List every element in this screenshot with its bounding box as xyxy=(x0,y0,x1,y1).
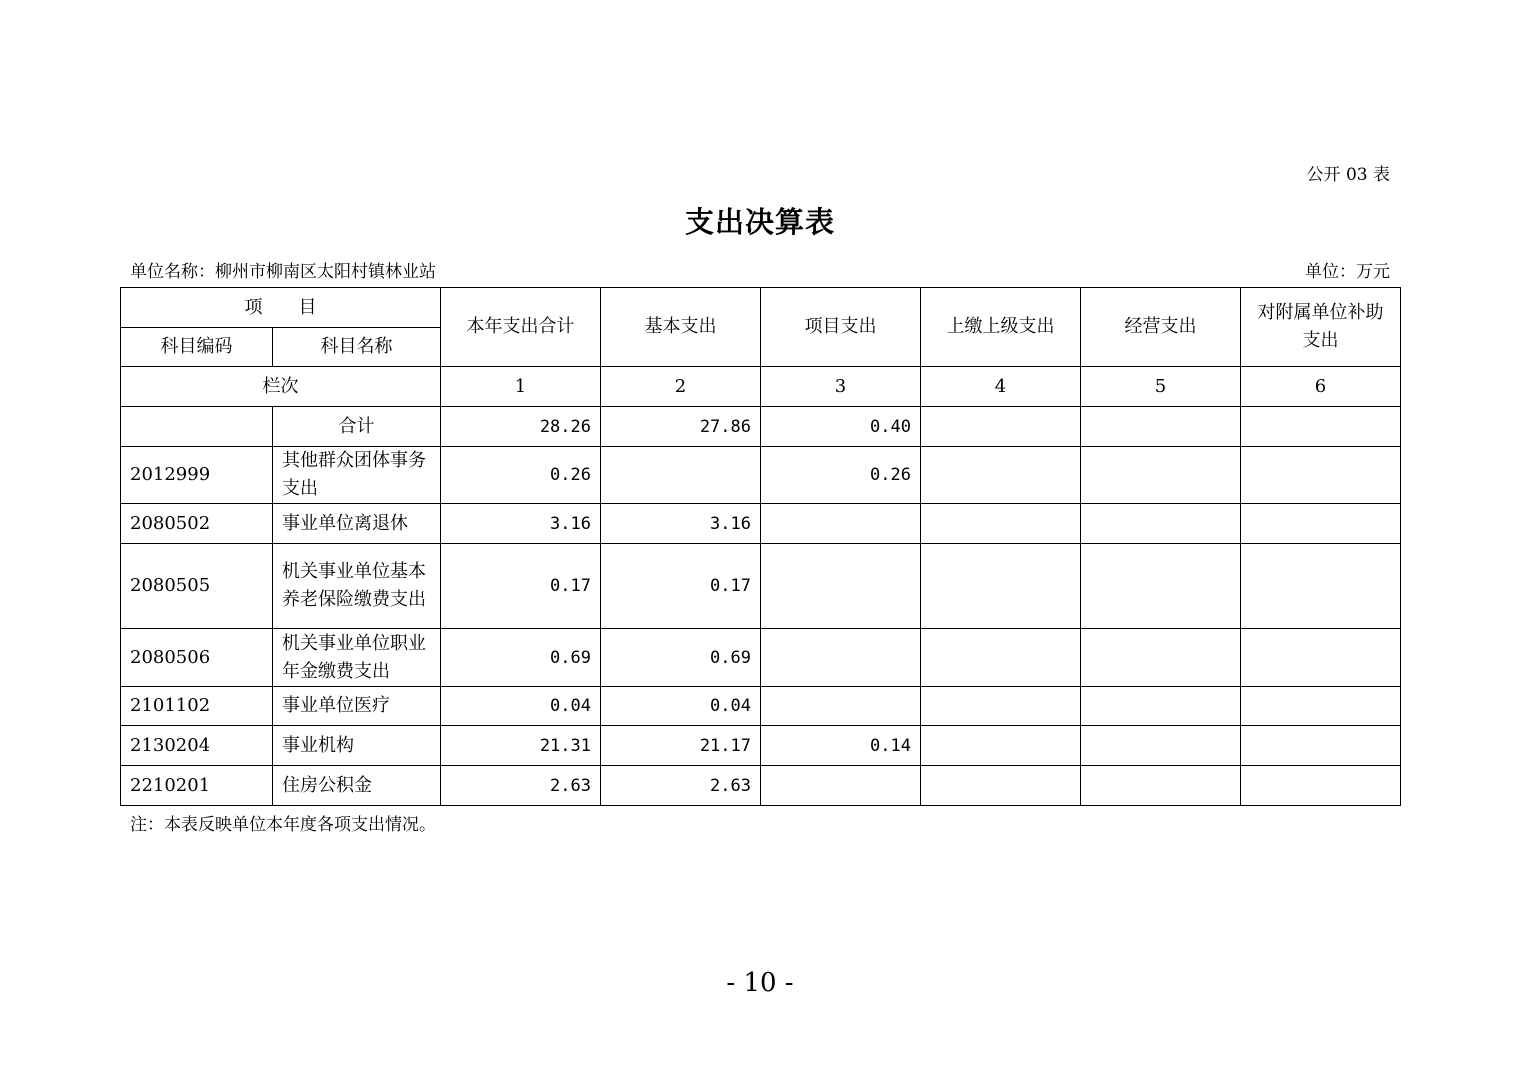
table-row xyxy=(121,766,1401,806)
header-col3: 项目支出 xyxy=(761,288,921,367)
total-col4 xyxy=(921,407,1081,447)
page-number: - 10 - xyxy=(726,968,794,998)
header-col1: 本年支出合计 xyxy=(441,288,601,367)
subject-code: 2210201 xyxy=(121,766,273,806)
cell-col4 xyxy=(921,544,1081,629)
subject-name: 事业单位离退休 xyxy=(273,504,441,544)
cell-col5 xyxy=(1081,504,1241,544)
cell-col5 xyxy=(1081,544,1241,629)
unit-label: 单位：万元 xyxy=(1305,262,1390,282)
cell-col3: 0.26 xyxy=(761,447,921,504)
cell-col6 xyxy=(1241,726,1401,766)
cell-col5 xyxy=(1081,726,1241,766)
subject-code: 2130204 xyxy=(121,726,273,766)
header-subject-code: 科目编码 xyxy=(121,328,273,367)
header-col5: 经营支出 xyxy=(1081,288,1241,367)
cell-col4 xyxy=(921,766,1081,806)
cell-col6 xyxy=(1241,544,1401,629)
cell-col2: 0.69 xyxy=(601,629,761,687)
cell-col5 xyxy=(1081,687,1241,726)
cell-col2: 3.16 xyxy=(601,504,761,544)
row-number-1: 1 xyxy=(441,367,601,407)
cell-col3 xyxy=(761,504,921,544)
cell-col2 xyxy=(601,447,761,504)
cell-col1: 0.17 xyxy=(441,544,601,629)
header-item: 项 目 xyxy=(121,288,441,328)
row-number-3: 3 xyxy=(761,367,921,407)
table-row xyxy=(121,687,1401,726)
cell-col4 xyxy=(921,687,1081,726)
subject-name: 事业机构 xyxy=(273,726,441,766)
expenditure-table xyxy=(120,287,1401,806)
table-row xyxy=(121,726,1401,766)
cell-col4 xyxy=(921,629,1081,687)
cell-col2: 2.63 xyxy=(601,766,761,806)
cell-col6 xyxy=(1241,687,1401,726)
total-col5 xyxy=(1081,407,1241,447)
cell-col3: 0.14 xyxy=(761,726,921,766)
row-number-2: 2 xyxy=(601,367,761,407)
total-code xyxy=(121,407,273,447)
subject-code: 2012999 xyxy=(121,447,273,504)
header-subject-name: 科目名称 xyxy=(273,328,441,367)
cell-col5 xyxy=(1081,766,1241,806)
subject-code: 2080505 xyxy=(121,544,273,629)
table-row xyxy=(121,504,1401,544)
cell-col5 xyxy=(1081,629,1241,687)
cell-col3 xyxy=(761,629,921,687)
total-col2: 27.86 xyxy=(601,407,761,447)
cell-col1: 0.04 xyxy=(441,687,601,726)
total-row xyxy=(121,407,1401,447)
cell-col6 xyxy=(1241,447,1401,504)
total-col3: 0.40 xyxy=(761,407,921,447)
table-row xyxy=(121,447,1401,504)
subject-name: 住房公积金 xyxy=(273,766,441,806)
cell-col3 xyxy=(761,544,921,629)
header-col2: 基本支出 xyxy=(601,288,761,367)
form-number: 公开 03 表 xyxy=(1306,165,1390,185)
org-name: 单位名称：柳州市柳南区太阳村镇林业站 xyxy=(130,262,436,282)
row-number-6: 6 xyxy=(1241,367,1401,407)
cell-col4 xyxy=(921,447,1081,504)
cell-col2: 21.17 xyxy=(601,726,761,766)
cell-col2: 0.04 xyxy=(601,687,761,726)
table-row xyxy=(121,629,1401,687)
cell-col4 xyxy=(921,504,1081,544)
cell-col1: 3.16 xyxy=(441,504,601,544)
row-number-4: 4 xyxy=(921,367,1081,407)
cell-col6 xyxy=(1241,504,1401,544)
cell-col1: 0.69 xyxy=(441,629,601,687)
cell-col5 xyxy=(1081,447,1241,504)
cell-col3 xyxy=(761,766,921,806)
header-col6: 对附属单位补助支出 xyxy=(1241,288,1401,367)
subject-code: 2080502 xyxy=(121,504,273,544)
total-col1: 28.26 xyxy=(441,407,601,447)
subject-code: 2101102 xyxy=(121,687,273,726)
row-number-5: 5 xyxy=(1081,367,1241,407)
cell-col6 xyxy=(1241,629,1401,687)
cell-col2: 0.17 xyxy=(601,544,761,629)
cell-col1: 21.31 xyxy=(441,726,601,766)
page-title: 支出决算表 xyxy=(684,205,835,239)
row-number-label: 栏次 xyxy=(121,367,441,407)
subject-name: 机关事业单位基本养老保险缴费支出 xyxy=(273,544,441,629)
cell-col1: 2.63 xyxy=(441,766,601,806)
cell-col6 xyxy=(1241,766,1401,806)
header-col4: 上缴上级支出 xyxy=(921,288,1081,367)
table-row xyxy=(121,544,1401,629)
table-note: 注：本表反映单位本年度各项支出情况。 xyxy=(130,815,436,835)
subject-name: 事业单位医疗 xyxy=(273,687,441,726)
total-col6 xyxy=(1241,407,1401,447)
subject-code: 2080506 xyxy=(121,629,273,687)
cell-col4 xyxy=(921,726,1081,766)
subject-name: 机关事业单位职业年金缴费支出 xyxy=(273,629,441,687)
cell-col3 xyxy=(761,687,921,726)
cell-col1: 0.26 xyxy=(441,447,601,504)
total-label: 合计 xyxy=(273,407,441,447)
subject-name: 其他群众团体事务支出 xyxy=(273,447,441,504)
